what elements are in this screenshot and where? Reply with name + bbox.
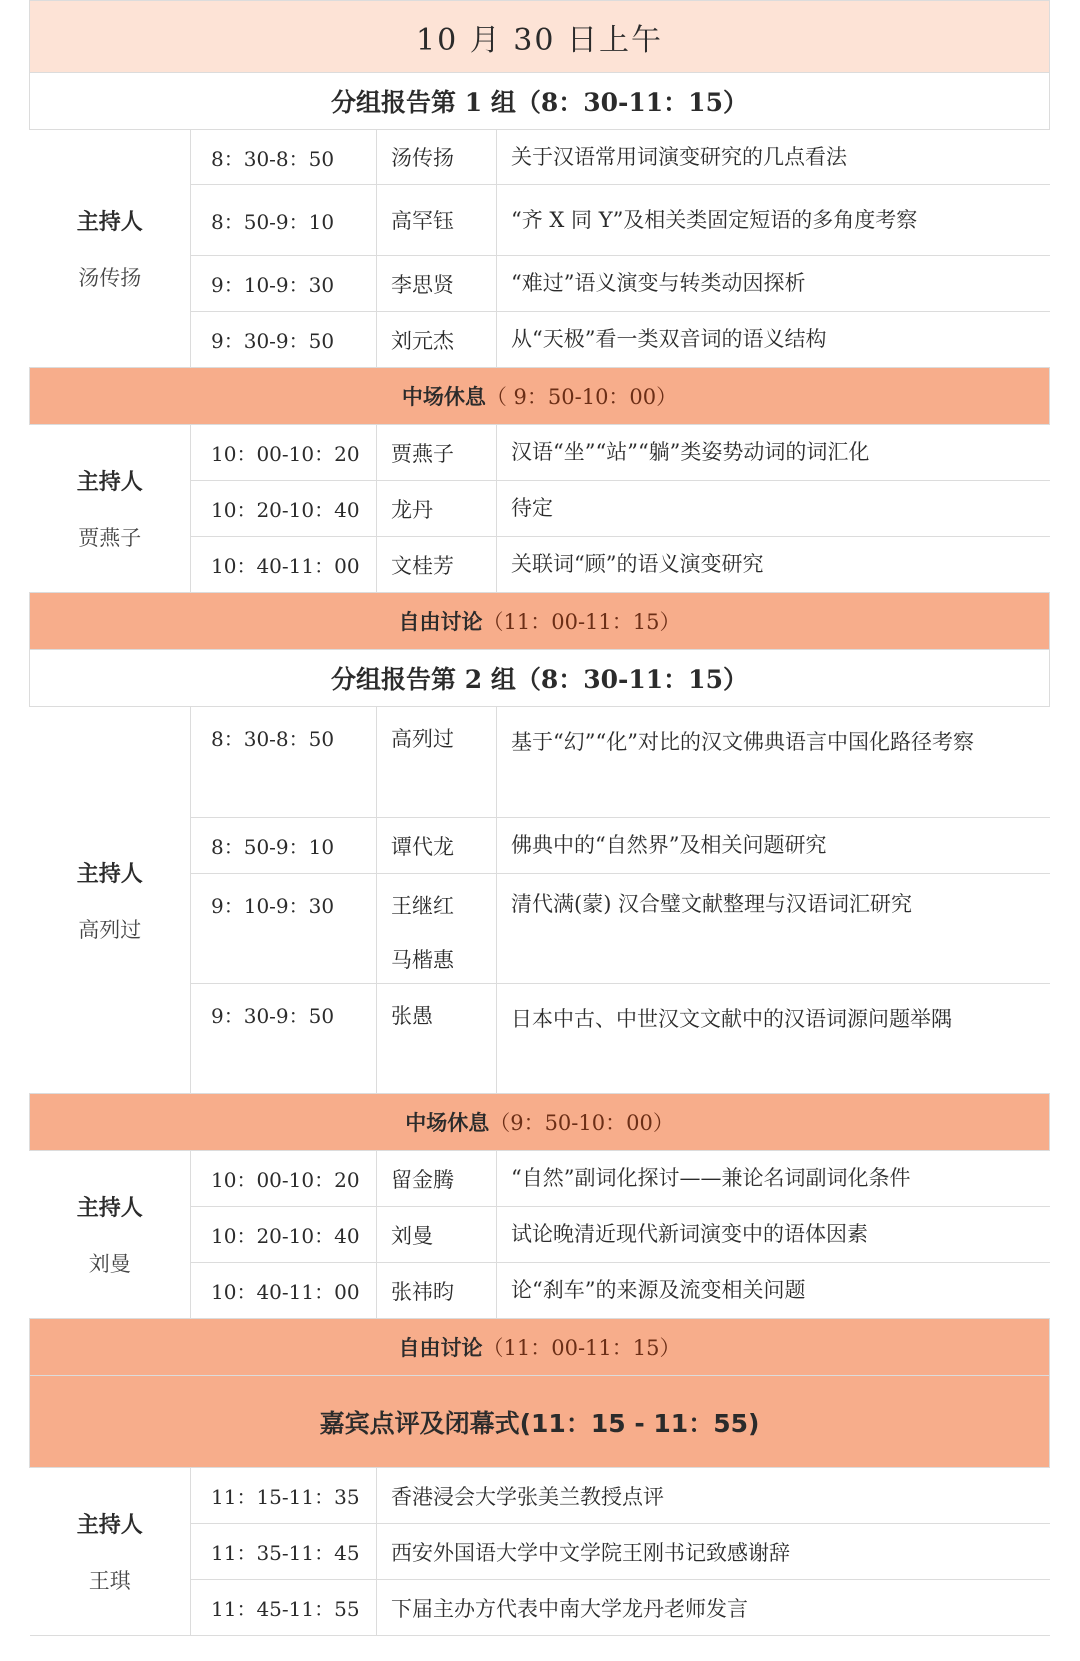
host-name: 刘曼 (88, 1252, 131, 1276)
day-title: 10 月 30 日上午 (30, 1, 1050, 73)
time-cell: 10：00-10：20 (191, 1151, 377, 1207)
time-cell: 8：50-9：10 (191, 185, 377, 256)
speaker-cell: 谭代龙 (377, 818, 497, 874)
table-row (30, 425, 1050, 481)
talk-title: 关联词“顾”的语义演变研究 (497, 537, 1050, 593)
talk-title: “难过”语义演变与转类动因探析 (497, 256, 1050, 312)
host-name: 高列过 (78, 917, 142, 942)
time-cell: 8：50-9：10 (191, 818, 377, 874)
speaker-cell: 汤传扬 (377, 130, 497, 185)
host-label: 主持人 (76, 861, 143, 887)
speaker-cell: 张愚 (377, 984, 497, 1094)
discussion-band (30, 1319, 1050, 1376)
time-cell: 11：45-11：55 (191, 1580, 377, 1636)
speaker-cell: 高罕钰 (377, 185, 497, 256)
talk-title: 论“刹车”的来源及流变相关问题 (497, 1263, 1050, 1319)
time-cell: 10：20-10：40 (191, 481, 377, 537)
host-cell (30, 1468, 191, 1636)
host-cell (30, 1151, 191, 1319)
host-name: 贾燕子 (78, 526, 142, 550)
break-time: （9：50-10：00） (489, 1111, 674, 1135)
host-cell (30, 425, 191, 593)
break-label: 中场休息 (405, 1111, 490, 1135)
time-cell: 8：30-8：50 (191, 707, 377, 818)
group-2-title: 分组报告第 2 组（8：30-11：15） (30, 650, 1050, 707)
time-cell: 9：10-9：30 (191, 256, 377, 312)
talk-title: 关于汉语常用词演变研究的几点看法 (497, 130, 1050, 185)
host-label: 主持人 (76, 470, 143, 495)
time-cell: 11：35-11：45 (191, 1524, 377, 1580)
speaker-name: 王继红 (391, 894, 454, 918)
speaker-cell: 刘元杰 (377, 312, 497, 368)
table-row (30, 1151, 1050, 1207)
talk-title: 从“天极”看一类双音词的语义结构 (497, 312, 1050, 368)
host-name: 汤传扬 (78, 266, 142, 290)
time-cell: 9：10-9：30 (191, 874, 377, 984)
speaker-cell: 文桂芳 (377, 537, 497, 593)
discussion-label: 自由讨论 (398, 1336, 483, 1360)
table-row (30, 707, 1050, 818)
time-cell: 10：40-11：00 (191, 1263, 377, 1319)
talk-title: 佛典中的“自然界”及相关问题研究 (497, 818, 1050, 874)
talk-title: “自然”副词化探讨——兼论名词副词化条件 (497, 1151, 1050, 1207)
discussion-time: （11：00-11：15） (482, 1336, 681, 1360)
discussion-band (30, 593, 1050, 650)
host-label: 主持人 (76, 1513, 143, 1538)
time-cell: 10：20-10：40 (191, 1207, 377, 1263)
host-cell (30, 707, 191, 1094)
schedule-page (29, 0, 1049, 1636)
talk-title: “齐 X 同 Y”及相关类固定短语的多角度考察 (497, 185, 1050, 256)
closing-title: 嘉宾点评及闭幕式(11：15 - 11：55) (30, 1376, 1050, 1468)
break-time: （ 9：50-10：00） (485, 385, 678, 409)
talk-title: 待定 (497, 481, 1050, 537)
talk-title: 清代满(蒙) 汉合璧文献整理与汉语词汇研究 (497, 874, 1050, 984)
time-cell: 9：30-9：50 (191, 984, 377, 1094)
table-row (30, 1468, 1050, 1524)
group-1-title: 分组报告第 1 组（8：30-11：15） (30, 73, 1050, 130)
speaker-cell: 张祎昀 (377, 1263, 497, 1319)
time-cell: 10：00-10：20 (191, 425, 377, 481)
speaker-cell: 刘曼 (377, 1207, 497, 1263)
break-label: 中场休息 (401, 385, 486, 409)
speaker-cell: 留金腾 (377, 1151, 497, 1207)
speaker-cell: 龙丹 (377, 481, 497, 537)
schedule-table (29, 0, 1050, 1636)
speaker-name-2: 马楷惠 (391, 948, 454, 972)
host-label: 主持人 (76, 210, 143, 235)
time-cell: 11：15-11：35 (191, 1468, 377, 1524)
talk-title: 汉语“坐”“站”“躺”类姿势动词的词汇化 (497, 425, 1050, 481)
closing-item: 香港浸会大学张美兰教授点评 (377, 1468, 1050, 1524)
host-label: 主持人 (76, 1196, 143, 1221)
speaker-cell (377, 874, 497, 984)
speaker-cell: 贾燕子 (377, 425, 497, 481)
discussion-time: （11：00-11：15） (482, 610, 681, 634)
host-cell (30, 130, 191, 368)
talk-title: 基于“幻”“化”对比的汉文佛典语言中国化路径考察 (497, 707, 1050, 818)
time-cell: 10：40-11：00 (191, 537, 377, 593)
discussion-label: 自由讨论 (398, 610, 483, 634)
time-cell: 8：30-8：50 (191, 130, 377, 185)
time-cell: 9：30-9：50 (191, 312, 377, 368)
host-name: 王琪 (88, 1569, 131, 1593)
table-row (30, 130, 1050, 185)
speaker-cell: 高列过 (377, 707, 497, 818)
speaker-cell: 李思贤 (377, 256, 497, 312)
closing-item: 西安外国语大学中文学院王刚书记致感谢辞 (377, 1524, 1050, 1580)
break-band (30, 368, 1050, 425)
talk-title: 试论晚清近现代新词演变中的语体因素 (497, 1207, 1050, 1263)
talk-title: 日本中古、中世汉文文献中的汉语词源问题举隅 (497, 984, 1050, 1094)
closing-item: 下届主办方代表中南大学龙丹老师发言 (377, 1580, 1050, 1636)
break-band (30, 1094, 1050, 1151)
